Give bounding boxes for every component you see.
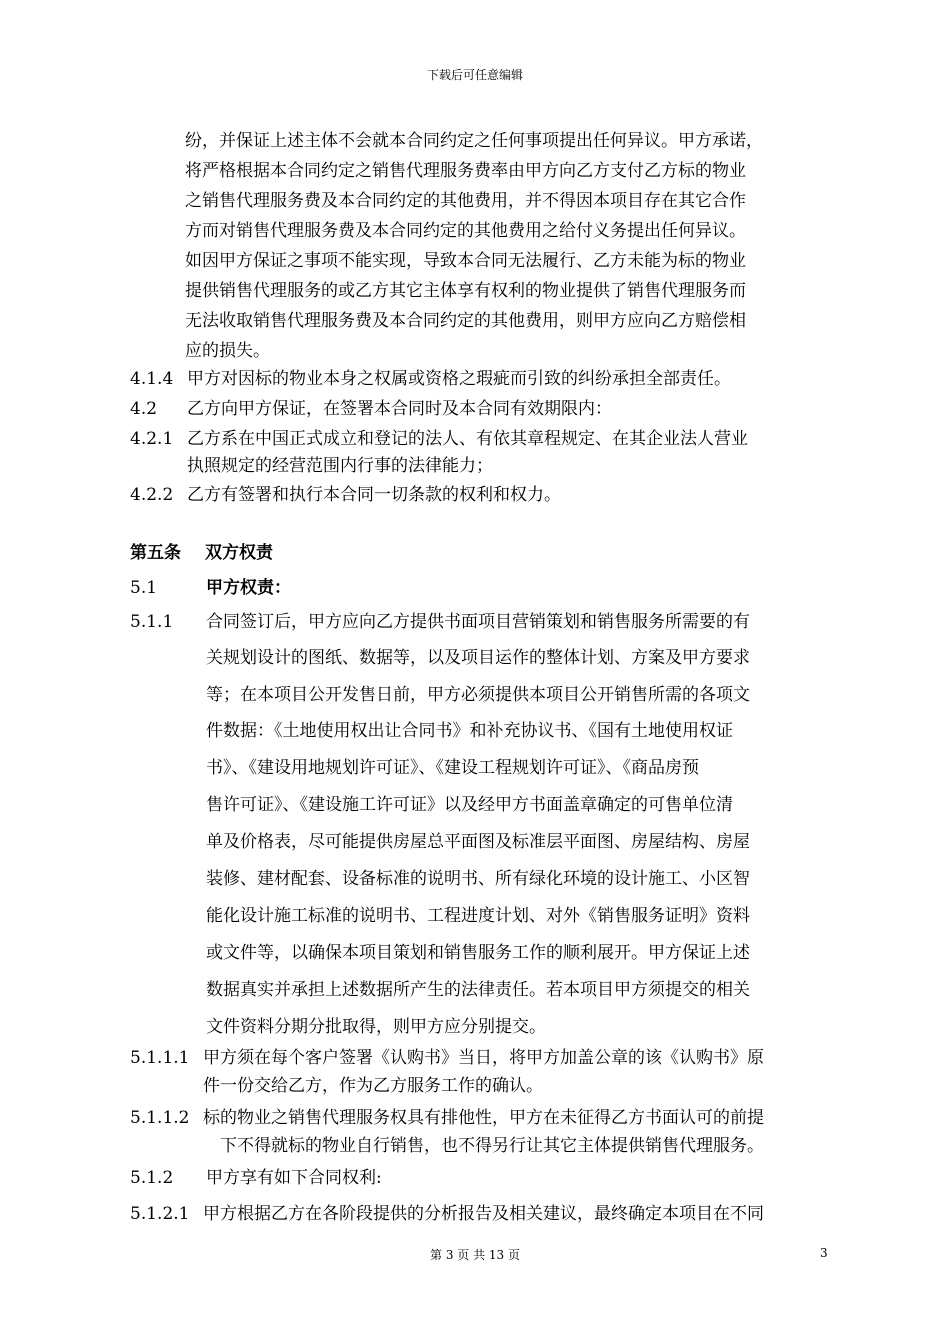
paragraph-line: 将严格根据本合同约定之销售代理服务费率由甲方向乙方支付乙方标的物业 (185, 161, 746, 181)
clause-number: 5.1.2 (130, 1168, 174, 1188)
clause-number: 5.1.1.1 (130, 1048, 190, 1068)
clause-text: 标的物业之销售代理服务权具有排他性，甲方在未征得乙方书面认可的前提 (203, 1108, 764, 1128)
clause-number: 4.2.1 (130, 429, 174, 449)
clause-line: 件数据：《土地使用权出让合同书》和补充协议书、《国有土地使用权证 (206, 721, 733, 741)
clause-text-continued: 件一份交给乙方，作为乙方服务工作的确认。 (203, 1076, 543, 1096)
page-number: 3 (820, 1246, 828, 1260)
paragraph-line: 如因甲方保证之事项不能实现，导致本合同无法履行、乙方未能为标的物业 (185, 251, 746, 271)
clause-line: 合同签订后，甲方应向乙方提供书面项目营销策划和销售服务所需要的有 (206, 612, 750, 632)
paragraph-line: 提供销售代理服务的或乙方其它主体享有权利的物业提供了销售代理服务而 (185, 281, 746, 301)
clause-text: 甲方享有如下合同权利: (206, 1168, 382, 1188)
clause-number: 5.1.1.2 (130, 1108, 190, 1128)
clause-line: 售许可证》、《建设施工许可证》以及经甲方书面盖章确定的可售单位清 (206, 795, 733, 815)
paragraph-line: 无法收取销售代理服务费及本合同约定的其他费用，则甲方应向乙方赔偿相 (185, 311, 746, 331)
clause-line: 装修、建材配套、设备标准的说明书、所有绿化环境的设计施工、小区智 (206, 869, 750, 889)
paragraph-line: 方而对销售代理服务费及本合同约定的其他费用之给付义务提出任何异议。 (185, 221, 746, 241)
section-number: 5.1 (130, 578, 158, 598)
clause-text: 甲方根据乙方在各阶段提供的分析报告及相关建议，最终确定本项目在不同 (203, 1204, 764, 1224)
clause-text: 乙方向甲方保证，在签署本合同时及本合同有效期限内： (187, 399, 612, 419)
clause-line: 书》、《建设用地规划许可证》、《建设工程规划许可证》、《商品房预 (206, 758, 699, 778)
clause-text: 甲方须在每个客户签署《认购书》当日，将甲方加盖公章的该《认购书》原 (203, 1048, 764, 1068)
clause-text-continued: 下不得就标的物业自行销售，也不得另行让其它主体提供销售代理服务。 (220, 1136, 764, 1156)
clause-text: 乙方系在中国正式成立和登记的法人、有依其章程规定、在其企业法人营业 (187, 429, 748, 449)
clause-line: 等；在本项目公开发售日前，甲方必须提供本项目公开销售所需的各项文 (206, 685, 750, 705)
paragraph-line: 之销售代理服务费及本合同约定的其他费用，并不得因本项目存在其它合作 (185, 191, 746, 211)
paragraph-line: 纷，并保证上述主体不会就本合同约定之任何事项提出任何异议。甲方承诺， (185, 131, 763, 151)
clause-number: 4.1.4 (130, 369, 174, 389)
section-title: 甲方权责： (206, 578, 291, 598)
clause-line: 能化设计施工标准的说明书、工程进度计划、对外《销售服务证明》资料 (206, 906, 750, 926)
page-footer: 第 3 页 共 13 页 (430, 1248, 520, 1262)
clause-line: 单及价格表，尽可能提供房屋总平面图及标准层平面图、房屋结构、房屋 (206, 832, 750, 852)
clause-line: 关规划设计的图纸、数据等，以及项目运作的整体计划、方案及甲方要求 (206, 648, 750, 668)
clause-number: 4.2.2 (130, 485, 174, 505)
clause-line: 数据真实并承担上述数据所产生的法律责任。若本项目甲方须提交的相关 (206, 980, 750, 1000)
clause-text-continued: 执照规定的经营范围内行事的法律能力； (187, 456, 493, 476)
clause-number: 5.1.1 (130, 612, 174, 632)
clause-number: 4.2 (130, 399, 158, 419)
page-header: 下载后可任意编辑 (426, 68, 523, 82)
article-title: 第五条 (130, 543, 181, 563)
clause-line: 或文件等，以确保本项目策划和销售服务工作的顺利展开。甲方保证上述 (206, 943, 750, 963)
clause-number: 5.1.2.1 (130, 1204, 190, 1224)
clause-line: 文件资料分期分批取得，则甲方应分别提交。 (206, 1017, 546, 1037)
clause-text: 乙方有签署和执行本合同一切条款的权利和权力。 (187, 485, 561, 505)
paragraph-line: 应的损失。 (185, 341, 270, 361)
article-name: 双方权责 (205, 543, 273, 563)
clause-text: 甲方对因标的物业本身之权属或资格之瑕疵而引致的纠纷承担全部责任。 (187, 369, 731, 389)
